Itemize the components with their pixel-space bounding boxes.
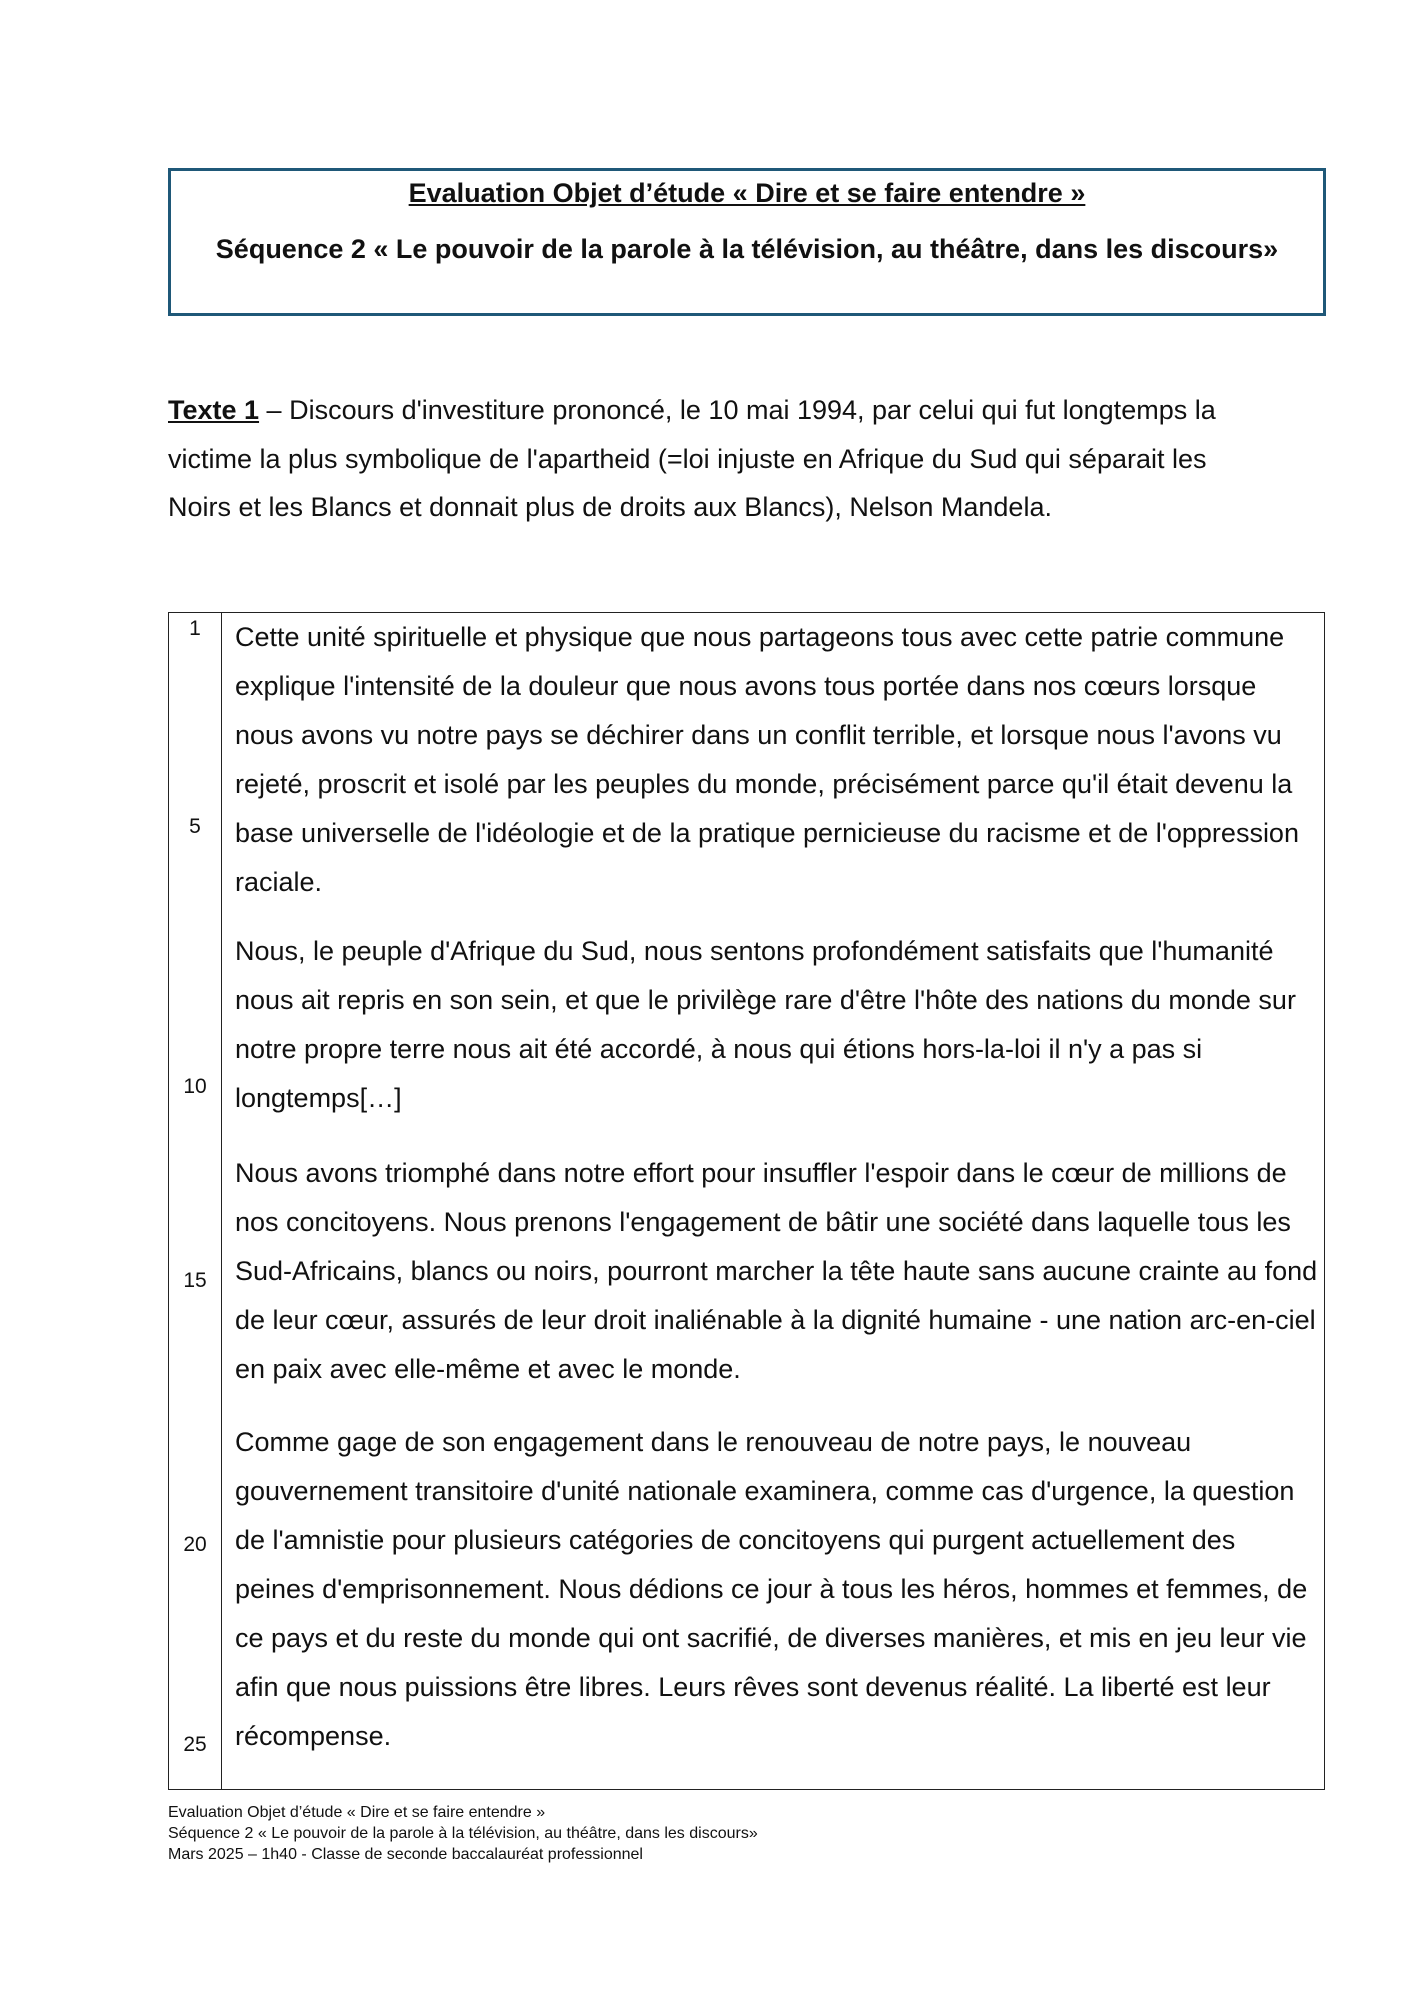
text-table (168, 612, 1325, 1790)
line-number: 15 (183, 1269, 207, 1292)
text-paragraph: Cette unité spirituelle et physique que nous partageons tous avec cette patrie commune explique l'intensité de la douleur que nous avons tous portée dans nos cœurs lorsque nous avons vu notre pays se déchirer dans un conflit terrible, et lorsque nous l'avons vu rejeté, proscrit et isolé par les peuples du monde, précisément parce qu'il était devenu la base universelle de l'idéologie et de la pratique pernicieuse du racisme et de l'oppression raciale. (235, 622, 1299, 897)
title-box (168, 168, 1326, 316)
introduction-text: – Discours d'investiture prononcé, le 10 mai 1994, par celui qui fut longtemps la victime la plus symbolique de l'apartheid (=loi injuste en Afrique du Sud qui séparait les Noirs et les Blancs et donnait plus de droits aux Blancs), Nelson Mandela. (168, 395, 1216, 522)
text-paragraph: Nous, le peuple d'Afrique du Sud, nous sentons profondément satisfaits que l'humanité nous ait repris en son sein, et que le privilège rare d'être l'hôte des nations du monde sur notre propre terre nous ait été accordé, à nous qui étions hors-la-loi il n'y a pas si longtemps[…] (235, 936, 1296, 1113)
document-subtitle: Séquence 2 « Le pouvoir de la parole à la télévision, au théâtre, dans les discours» (215, 234, 1279, 264)
text-paragraph: Nous avons triomphé dans notre effort pour insuffler l'espoir dans le cœur de millions de nos concitoyens. Nous prenons l'engagement de bâtir une société dans laquelle tous les Sud-Africains, blancs ou noirs, pourront marcher la tête haute sans aucune crainte au fond de leur cœur, assurés de leur droit inaliénable à la dignité humaine - une nation arc-en-ciel en paix avec elle-même et avec le monde. (235, 1158, 1318, 1384)
text-introduction (168, 386, 1238, 532)
page-footer (168, 1802, 758, 1865)
text-label: Texte 1 (168, 395, 260, 425)
footer-line: Séquence 2 « Le pouvoir de la parole à la télévision, au théâtre, dans les discours» (168, 1825, 758, 1842)
line-number: 1 (189, 617, 201, 640)
footer-line: Mars 2025 – 1h40 - Classe de seconde baccalauréat professionnel (168, 1846, 643, 1863)
line-number: 20 (183, 1533, 207, 1556)
line-number: 5 (189, 815, 201, 838)
line-number: 10 (183, 1075, 207, 1098)
line-number: 25 (183, 1733, 207, 1756)
document-title: Evaluation Objet d’étude « Dire et se faire entendre » (408, 178, 1086, 208)
footer-line: Evaluation Objet d’étude « Dire et se faire entendre » (168, 1804, 546, 1821)
line-number-column (169, 613, 222, 1789)
text-paragraph: Comme gage de son engagement dans le renouveau de notre pays, le nouveau gouvernement transitoire d'unité nationale examinera, comme cas d'urgence, la question de l'amnistie pour plusieurs catégories de concitoyens qui purgent actuellement des peines d'emprisonnement. Nous dédions ce jour à tous les héros, hommes et femmes, de ce pays et du reste du monde qui ont sacrifié, de diverses manières, et mis en jeu leur vie afin que nous puissions être libres. Leurs rêves sont devenus réalité. La liberté est leur récompense. (235, 1427, 1308, 1751)
